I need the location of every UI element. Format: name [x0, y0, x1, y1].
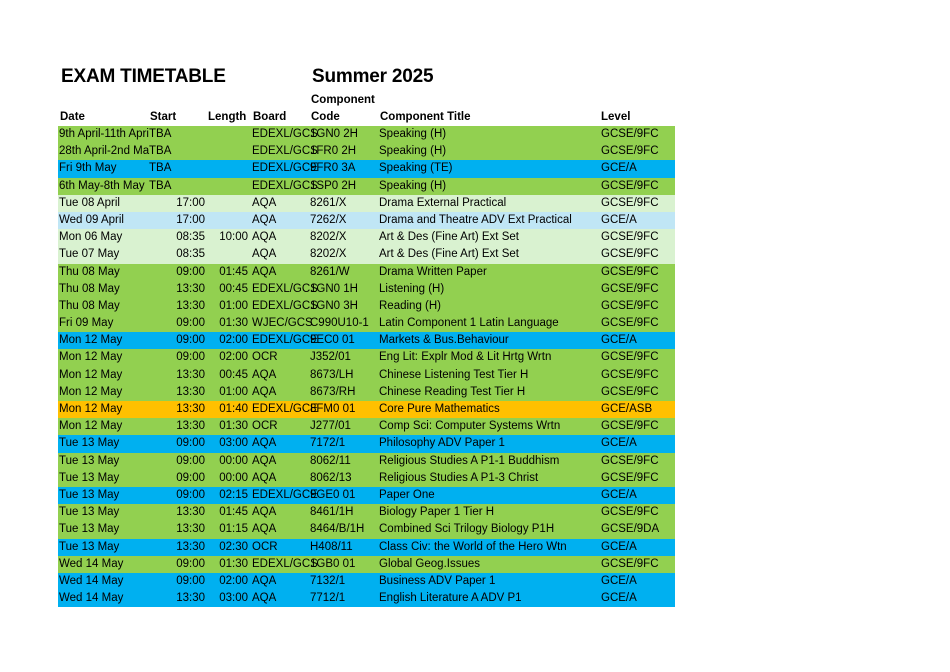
cell-start: 13:30 — [176, 540, 205, 553]
cell-component-code: 1GB0 01 — [310, 557, 356, 570]
cell-date: Tue 13 May — [59, 523, 120, 536]
header-code-line1: Component — [311, 94, 375, 106]
cell-level: GCSE/9FC — [601, 506, 659, 519]
cell-date: Tue 08 April — [59, 196, 120, 209]
table-row — [58, 281, 675, 298]
cell-length: 10:00 — [219, 231, 248, 244]
cell-start: 09:00 — [176, 574, 205, 587]
cell-length: 01:30 — [219, 557, 248, 570]
cell-date: Wed 09 April — [59, 213, 124, 226]
cell-date: Thu 08 May — [59, 282, 120, 295]
table-row — [58, 212, 675, 229]
cell-component-title: Art & Des (Fine Art) Ext Set — [379, 231, 519, 244]
cell-board: OCR — [252, 351, 278, 364]
header-start: Start — [150, 111, 177, 123]
cell-length: 02:00 — [219, 351, 248, 364]
cell-component-title: Biology Paper 1 Tier H — [379, 506, 495, 519]
header-date: Date — [60, 111, 85, 123]
cell-start: 08:35 — [176, 248, 205, 261]
cell-component-title: Business ADV Paper 1 — [379, 574, 496, 587]
cell-length — [206, 246, 248, 263]
cell-component-code: H408/11 — [310, 540, 353, 553]
cell-date: Mon 12 May — [59, 403, 123, 415]
cell-board: AQA — [252, 231, 277, 244]
cell-component-code: 8464/B/1H — [310, 523, 365, 536]
header-code-line2: Code — [311, 111, 340, 123]
cell-board: OCR — [252, 540, 278, 553]
cell-date: Tue 13 May — [59, 471, 120, 484]
table-row — [58, 264, 675, 281]
cell-component-code: 1GN0 2H — [310, 128, 358, 140]
cell-board: EDEXL/GCS — [252, 299, 318, 312]
cell-level: GCE/A — [601, 437, 637, 450]
cell-date: 9th April-11th Apri — [59, 128, 149, 140]
cell-level: GCSE/9FC — [601, 351, 659, 364]
cell-component-code: 7712/1 — [310, 592, 346, 605]
cell-component-title: Chinese Reading Test Tier H — [379, 385, 526, 398]
table-row — [58, 349, 675, 366]
cell-board: AQA — [252, 506, 277, 519]
cell-length: 01:30 — [219, 420, 248, 433]
cell-length: 02:00 — [219, 334, 248, 347]
table-row — [58, 126, 675, 143]
cell-board: EDEXL/GCS — [252, 282, 318, 295]
cell-component-code: 9FR0 3A — [310, 162, 356, 175]
cell-length — [206, 143, 248, 160]
table-row — [58, 332, 675, 349]
cell-board: WJEC/GCS — [252, 317, 313, 330]
cell-level: GCSE/9FC — [601, 557, 659, 570]
table-row — [58, 229, 675, 246]
cell-component-title: Drama Written Paper — [379, 265, 487, 278]
cell-component-code: 9EC0 01 — [310, 334, 355, 347]
cell-board: AQA — [252, 592, 277, 605]
cell-start: 13:30 — [176, 420, 205, 433]
cell-level: GCSE/9FC — [601, 299, 659, 312]
cell-start: 13:30 — [176, 368, 205, 381]
table-row — [58, 195, 675, 212]
cell-component-title: Core Pure Mathematics — [379, 403, 500, 415]
cell-start: 13:30 — [176, 403, 205, 415]
cell-component-code: 8FM0 01 — [310, 403, 356, 415]
cell-level: GCE/A — [601, 488, 637, 501]
cell-board: EDEXL/GCE — [252, 403, 318, 415]
cell-length: 02:15 — [219, 488, 248, 501]
cell-length: 02:00 — [219, 574, 248, 587]
table-row — [58, 367, 675, 384]
table-row — [58, 521, 675, 538]
cell-board: EDEXL/GCS — [252, 179, 318, 192]
cell-length: 01:15 — [219, 523, 248, 536]
table-row — [58, 384, 675, 401]
cell-board: EDEXL/GCE — [252, 162, 318, 175]
cell-board: EDEXL/GCE — [252, 334, 318, 347]
cell-board: AQA — [252, 454, 277, 467]
cell-date: Tue 13 May — [59, 540, 120, 553]
cell-component-code: C990U10-1 — [310, 317, 369, 330]
cell-date: Fri 09 May — [59, 317, 114, 330]
season-title: Summer 2025 — [312, 66, 434, 87]
cell-component-code: 8261/X — [310, 196, 347, 209]
cell-date: Fri 9th May — [59, 162, 117, 175]
cell-length: 00:00 — [219, 471, 248, 484]
cell-length: 00:00 — [219, 454, 248, 467]
table-row — [58, 298, 675, 315]
cell-level: GCSE/9FC — [601, 471, 659, 484]
header-length: Length — [208, 111, 247, 123]
cell-date: 6th May-8th May — [59, 179, 145, 192]
cell-board: EDEXL/GCS — [252, 128, 318, 140]
cell-start: 09:00 — [176, 437, 205, 450]
cell-date: Tue 07 May — [59, 248, 120, 261]
cell-component-code: 7132/1 — [310, 574, 346, 587]
cell-length: 02:30 — [219, 540, 248, 553]
table-row — [58, 556, 675, 573]
cell-date: Tue 13 May — [59, 506, 120, 519]
cell-start: 09:00 — [176, 334, 205, 347]
cell-board: AQA — [252, 368, 277, 381]
cell-date: Wed 14 May — [59, 574, 124, 587]
cell-date: Mon 12 May — [59, 368, 123, 381]
cell-length — [206, 195, 248, 212]
cell-start: TBA — [149, 145, 172, 158]
cell-level: GCSE/9FC — [601, 265, 659, 278]
cell-component-code: 9GE0 01 — [310, 488, 356, 501]
cell-board: AQA — [252, 437, 277, 450]
cell-level: GCSE/9FC — [601, 385, 659, 398]
cell-component-code: J352/01 — [310, 351, 351, 364]
cell-board: OCR — [252, 420, 278, 433]
cell-date: 28th April-2nd Ma — [59, 145, 150, 158]
cell-length — [206, 126, 248, 143]
header-component-title: Component Title — [380, 111, 471, 123]
table-row — [58, 435, 675, 452]
cell-component-title: Eng Lit: Explr Mod & Lit Hrtg Wrtn — [379, 351, 552, 364]
cell-start: 13:30 — [176, 523, 205, 536]
cell-component-code: 1SP0 2H — [310, 179, 357, 192]
cell-date: Mon 12 May — [59, 351, 123, 364]
cell-component-title: Listening (H) — [379, 282, 445, 295]
table-row — [58, 590, 675, 607]
cell-level: GCSE/9DA — [601, 523, 660, 536]
table-row — [58, 401, 675, 418]
cell-component-title: Comp Sci: Computer Systems Wrtn — [379, 420, 561, 433]
cell-start: TBA — [149, 162, 172, 175]
cell-length: 00:45 — [219, 368, 248, 381]
cell-level: GCE/A — [601, 540, 637, 553]
cell-board: AQA — [252, 248, 277, 261]
cell-component-title: Drama and Theatre ADV Ext Practical — [379, 213, 572, 226]
cell-component-title: Philosophy ADV Paper 1 — [379, 437, 505, 450]
cell-length — [206, 160, 248, 177]
cell-length: 01:40 — [219, 403, 248, 415]
cell-length: 03:00 — [219, 592, 248, 605]
table-row — [58, 470, 675, 487]
cell-component-title: English Literature A ADV P1 — [379, 592, 522, 605]
cell-component-title: Latin Component 1 Latin Language — [379, 317, 559, 330]
cell-start: 13:30 — [176, 592, 205, 605]
cell-component-title: Speaking (H) — [379, 179, 447, 192]
cell-board: AQA — [252, 213, 277, 226]
cell-component-code: 8062/13 — [310, 471, 352, 484]
cell-length: 03:00 — [219, 437, 248, 450]
cell-length — [206, 212, 248, 229]
cell-start: TBA — [149, 128, 172, 140]
cell-date: Wed 14 May — [59, 557, 124, 570]
cell-component-title: Combined Sci Trilogy Biology P1H — [379, 523, 555, 536]
cell-start: 17:00 — [176, 196, 205, 209]
cell-component-code: 8673/RH — [310, 385, 356, 398]
cell-level: GCSE/9FC — [601, 454, 659, 467]
cell-start: 09:00 — [176, 317, 205, 330]
cell-start: 13:30 — [176, 282, 205, 295]
cell-length: 01:45 — [219, 265, 248, 278]
cell-level: GCSE/9FC — [601, 282, 659, 295]
cell-start: 17:00 — [176, 213, 205, 226]
cell-date: Mon 12 May — [59, 385, 123, 398]
cell-start: 09:00 — [176, 471, 205, 484]
cell-date: Thu 08 May — [59, 265, 120, 278]
cell-date: Tue 13 May — [59, 488, 120, 501]
cell-component-code: 8202/X — [310, 248, 347, 261]
cell-component-title: Speaking (TE) — [379, 162, 453, 175]
cell-board: EDEXL/GCE — [252, 488, 318, 501]
cell-component-title: Speaking (H) — [379, 145, 447, 158]
cell-level: GCSE/9FC — [601, 231, 659, 244]
cell-level: GCE/A — [601, 162, 637, 175]
table-row — [58, 160, 675, 177]
table-row — [58, 487, 675, 504]
cell-board: AQA — [252, 574, 277, 587]
cell-component-title: Speaking (H) — [379, 128, 447, 140]
cell-board: AQA — [252, 196, 277, 209]
cell-level: GCSE/9FC — [601, 179, 659, 192]
cell-component-code: 8461/1H — [310, 506, 354, 519]
cell-level: GCE/A — [601, 592, 637, 605]
cell-component-code: J277/01 — [310, 420, 351, 433]
cell-level: GCE/ASB — [601, 403, 653, 415]
cell-component-title: Paper One — [379, 488, 435, 501]
table-row — [58, 143, 675, 160]
cell-component-code: 1FR0 2H — [310, 145, 357, 158]
cell-component-code: 8062/11 — [310, 454, 351, 467]
cell-component-title: Religious Studies A P1-1 Buddhism — [379, 454, 560, 467]
cell-component-title: Drama External Practical — [379, 196, 507, 209]
cell-level: GCE/A — [601, 334, 637, 347]
cell-date: Tue 13 May — [59, 454, 120, 467]
cell-level: GCSE/9FC — [601, 145, 659, 158]
cell-component-code: 1GN0 1H — [310, 282, 358, 295]
cell-board: AQA — [252, 523, 277, 536]
cell-component-code: 7172/1 — [310, 437, 346, 450]
cell-component-code: 7262/X — [310, 213, 347, 226]
cell-length: 01:45 — [219, 506, 248, 519]
cell-component-code: 1GN0 3H — [310, 299, 358, 312]
cell-component-title: Chinese Listening Test Tier H — [379, 368, 529, 381]
cell-length: 01:30 — [219, 317, 248, 330]
cell-start: 08:35 — [176, 231, 205, 244]
cell-level: GCSE/9FC — [601, 196, 659, 209]
cell-component-title: Markets & Bus.Behaviour — [379, 334, 509, 347]
cell-date: Mon 06 May — [59, 231, 123, 244]
table-row — [58, 315, 675, 332]
cell-length: 01:00 — [219, 299, 248, 312]
cell-component-title: Reading (H) — [379, 299, 441, 312]
cell-length: 00:45 — [219, 282, 248, 295]
cell-start: 13:30 — [176, 299, 205, 312]
cell-component-title: Religious Studies A P1-3 Christ — [379, 471, 539, 484]
cell-board: AQA — [252, 385, 277, 398]
cell-start: 13:30 — [176, 385, 205, 398]
cell-date: Mon 12 May — [59, 420, 123, 433]
exam-timetable — [58, 126, 675, 607]
header-level: Level — [601, 111, 631, 123]
cell-level: GCSE/9FC — [601, 317, 659, 330]
cell-start: 09:00 — [176, 351, 205, 364]
cell-start: 13:30 — [176, 506, 205, 519]
cell-length: 01:00 — [219, 385, 248, 398]
cell-board: EDEXL/GCS — [252, 557, 318, 570]
cell-date: Mon 12 May — [59, 334, 123, 347]
table-row — [58, 539, 675, 556]
cell-board: EDEXL/GCS — [252, 145, 318, 158]
cell-start: 09:00 — [176, 488, 205, 501]
cell-component-code: 8202/X — [310, 231, 347, 244]
cell-component-code: 8673/LH — [310, 368, 354, 381]
cell-level: GCSE/9FC — [601, 368, 659, 381]
header-board: Board — [253, 111, 287, 123]
table-row — [58, 178, 675, 195]
table-row — [58, 246, 675, 263]
cell-start: 09:00 — [176, 557, 205, 570]
table-row — [58, 453, 675, 470]
cell-start: 09:00 — [176, 265, 205, 278]
table-row — [58, 504, 675, 521]
cell-component-title: Art & Des (Fine Art) Ext Set — [379, 248, 519, 261]
cell-level: GCE/A — [601, 574, 637, 587]
table-row — [58, 418, 675, 435]
cell-board: AQA — [252, 471, 277, 484]
page-title: EXAM TIMETABLE — [61, 66, 226, 87]
cell-start: 09:00 — [176, 454, 205, 467]
cell-length — [206, 178, 248, 195]
cell-board: AQA — [252, 265, 277, 278]
table-row — [58, 573, 675, 590]
cell-date: Thu 08 May — [59, 299, 120, 312]
cell-level: GCE/A — [601, 213, 637, 226]
cell-start: TBA — [149, 179, 172, 192]
cell-date: Wed 14 May — [59, 592, 124, 605]
cell-level: GCSE/9FC — [601, 420, 659, 433]
cell-level: GCSE/9FC — [601, 128, 659, 140]
cell-component-title: Class Civ: the World of the Hero Wtn — [379, 540, 567, 553]
cell-level: GCSE/9FC — [601, 248, 659, 261]
cell-component-code: 8261/W — [310, 265, 350, 278]
cell-date: Tue 13 May — [59, 437, 120, 450]
cell-component-title: Global Geog.Issues — [379, 557, 481, 570]
